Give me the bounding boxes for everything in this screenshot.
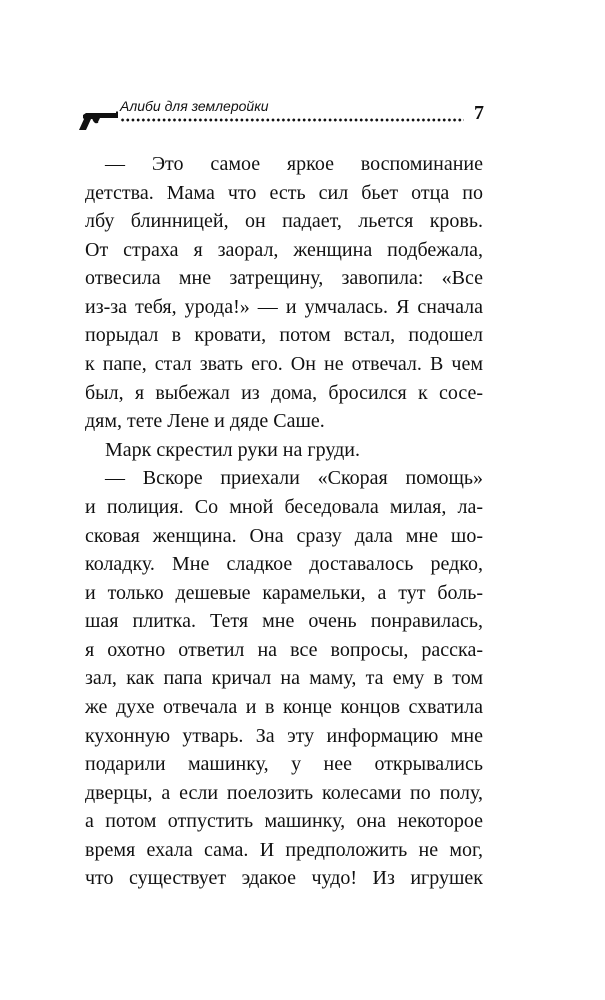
text-line: лбу блинницей, он падает, льется кровь.: [85, 210, 483, 233]
text-line: дям, тете Лене и дяде Саше.: [85, 410, 325, 433]
text-line: подарили машинку, у нее открывались: [85, 753, 483, 776]
text-line: зал, как папа кричал на маму, та ему в том: [85, 667, 483, 690]
book-title: Алиби для землеройки: [120, 98, 269, 114]
running-head: [78, 98, 486, 132]
pistol-icon: [78, 110, 122, 132]
text-line: из-за тебя, урода!» — и умчалась. Я сначала: [85, 295, 483, 318]
text-line: кухонную утварь. За эту информацию мне: [85, 724, 483, 747]
text-line: отвесила мне затрещину, завопила: «Все: [85, 267, 483, 290]
text-line: а потом отпустить машинку, она некоторое: [85, 810, 483, 833]
dotted-rule: [120, 118, 464, 122]
text-line: шая плитка. Тетя мне очень понравилась,: [85, 610, 483, 633]
text-line: дверцы, а если поелозить колесами по полу,: [85, 781, 483, 804]
text-line: — Вскоре приехали «Скорая помощь»: [105, 467, 483, 490]
text-line: — Это самое яркое воспоминание: [105, 153, 483, 175]
text-line: Марк скрестил руки на груди.: [105, 438, 360, 461]
text-line: я охотно ответил на все вопросы, расска-: [85, 638, 483, 661]
text-line: От страха я заорал, женщина подбежала,: [85, 238, 483, 261]
text-line: и только дешевые карамельки, а тут боль-: [85, 581, 483, 604]
body-text: [85, 150, 483, 893]
text-line: что существует эдакое чудо! Из игрушек: [85, 867, 483, 890]
text-line: сковая женщина. Она сразу дала мне шо-: [85, 524, 483, 547]
text-line: был, я выбежал из дома, бросился к сосе-: [85, 381, 483, 404]
text-line: время ехала сама. И предположить не мог,: [85, 838, 483, 861]
text-line: же духе отвечала и в конце концов схватила: [85, 695, 483, 718]
page-number: 7: [474, 102, 484, 124]
text-line: порыдал в кровати, потом встал, подошел: [85, 324, 483, 347]
text-line: к папе, стал звать его. Он не отвечал. В чем: [85, 353, 483, 376]
text-line: детства. Мама что есть сил бьет отца по: [85, 181, 483, 204]
text-line: коладку. Мне сладкое доставалось редко,: [85, 553, 483, 576]
text-line: и полиция. Со мной беседовала милая, ла-: [85, 495, 483, 518]
